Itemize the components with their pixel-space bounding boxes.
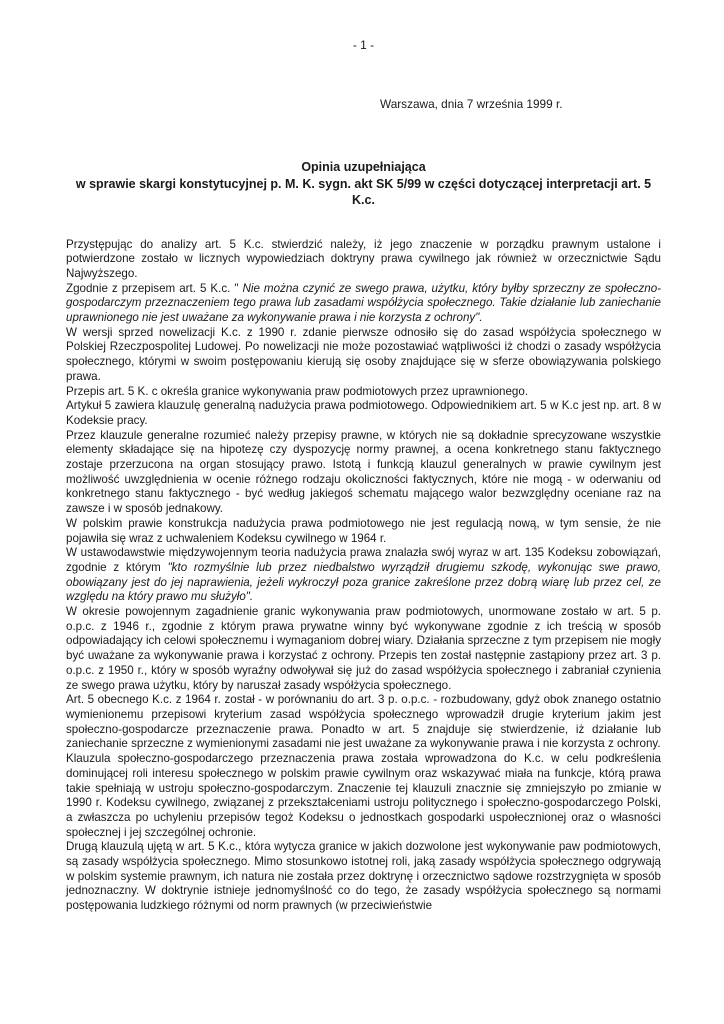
body-run: Przystępując do analizy art. 5 K.c. stwierdzić należy, iż jego znaczenie w porządku prawnym ustalone i potwierdzone zostało w licznych wypowiedziach doktryny prawa cywilnego jak również w orzecznictwie Sądu Najwyższego. bbox=[66, 237, 661, 280]
body-run: Artykuł 5 zawiera klauzulę generalną nadużycia prawa podmiotowego. Odpowiednikiem art. 5 w K.c jest np. art. 8 w Kodeksie pracy. bbox=[66, 399, 661, 427]
paragraph bbox=[66, 282, 661, 326]
paragraph bbox=[66, 752, 661, 840]
document-title bbox=[66, 159, 661, 209]
body-run: W wersji sprzed nowelizacji K.c. z 1990 r. zdanie pierwsze odnosiło się do zasad współżycia społecznego w Polskiej Rzeczpospolitej Ludowej. Po nowelizacji nie może pozostawiać wątpliwości iż chodzi o zasady współżycia społecznego, którymi w swoim postępowaniu kierują się osoby znajdujące się w sferze obowiązywania polskiego prawa. bbox=[66, 325, 661, 383]
dateline: Warszawa, dnia 7 września 1999 r. bbox=[380, 97, 563, 111]
body-run: W okresie powojennym zagadnienie granic wykonywania praw podmiotowych, unormowane zostało w art. 5 p. o.p.c. z 1946 r., zgodnie z którym prawa prywatne winny być wykonywane zgodnie z ich treścią w sposób odpowiadający ich celowi społecznemu i wymaganiom dobrej wiary. Działania sprzeczne z tym przepisem nie mogły być uważane za wykonywanie prawa i korzystać z ochrony. Przepis ten został następnie zastąpiony przez art. 3 p. o.p.c. z 1950 r., który w sposób wyraźny odwoływał się już do zasad współżycia społecznego i zabraniał czynienia ze swego prawa użytku, który by naruszał zasady współżycia społecznego. bbox=[66, 605, 661, 692]
paragraph bbox=[66, 840, 661, 914]
title-line-1: Opinia uzupełniająca bbox=[301, 160, 426, 174]
body-run: Przez klauzule generalne rozumieć należy przepisy prawne, w których nie są dokładnie sprecyzowane wszystkie elementy składające się na hipotezę czy dyspozycję normy prawnej, a ocena konkretnego stanu faktycznego zostaje przerzucona na organ stosujący prawo. Istotą i funkcją klauzul generalnych w prawie cywilnym jest możliwość uwzględnienia w ocenie różnego rodzaju okoliczności faktycznych, które nie mogą - w oderwaniu od konkretnego stanu faktycznego - być według jakiegoś schematu mającego walor bezwzględny oceniane raz na zawsze i w sposób jednakowy. bbox=[66, 428, 661, 516]
body-run: Zgodnie z przepisem art. 5 K.c. " bbox=[66, 281, 243, 295]
paragraph bbox=[66, 326, 661, 385]
body-run: Klauzula społeczno-gospodarczego przeznaczenia prawa została wprowadzona do K.c. w celu podkreślenia dominującej roli interesu społecznego w polskim prawie cywilnym oraz wskazywać miała na funkcje, którą prawa takie spełniają w ustroju społeczno-gospodarczym. Znaczenie tej klauzuli znacznie się zmniejszyło po zmianie w 1990 r. Kodeksu cywilnego, związanej z przekształceniami ustroju politycznego i społeczno-gospodarczego Polski, a zwłaszcza po uchyleniu przepisów tegoż Kodeksu o jednostkach gospodarki uspołecznionej oraz o własności społecznej i jej szczególnej ochronie. bbox=[66, 752, 661, 839]
paragraph bbox=[66, 238, 661, 282]
paragraph bbox=[66, 429, 661, 517]
paragraph bbox=[66, 605, 661, 693]
title-line-2: w sprawie skargi konstytucyjnej p. M. K. sygn. akt SK 5/99 w części dotyczącej interpretacji art. 5 K.c. bbox=[75, 176, 652, 207]
quoted-text: Nie można czynić ze swego prawa, użytku, który byłby sprzeczny ze społeczno-gospodarczym przeznaczeniem tego prawa lub zasadami współżycia społecznego. Takie działanie lub zaniechanie uprawnionego nie jest uważane za wykonywanie prawa i nie korzysta z ochrony". bbox=[66, 281, 662, 325]
paragraph bbox=[66, 693, 661, 752]
quoted-text: "kto rozmyślnie lub przez niedbalstwo wyrządził drugiemu szkodę, wykonując swe prawo, obowiązany jest do jej naprawienia, jeżeli wykroczył poza granice zakreślone przez dobrą wiarę lub przez cel, ze względu na który prawo mu służyło". bbox=[66, 560, 661, 604]
body-run: W polskim prawie konstrukcja nadużycia prawa podmiotowego nie jest regulacją nową, w tym sensie, że nie pojawiła się wraz z uchwaleniem Kodeksu cywilnego w 1964 r. bbox=[66, 516, 661, 545]
paragraph bbox=[66, 546, 661, 605]
body-run: W ustawodawstwie międzywojennym teoria nadużycia prawa znalazła swój wyraz w art. 135 Kodeksu zobowiązań, zgodnie z którym bbox=[66, 546, 661, 574]
paragraph bbox=[66, 385, 661, 400]
page-number: - 1 - bbox=[352, 38, 375, 52]
body-run: Drugą klauzulą ujętą w art. 5 K.c., która wytycza granice w jakich dozwolone jest wykonywanie paw podmiotowych, są zasady współżycia społecznego. Mimo stosunkowo istotnej roli, jaką zasady współżycia społecznego odgrywają w polskim systemie prawnym, ich natura nie została przez doktrynę i orzecznictwo sądowe rozstrzygnięta w sposób jednoznaczny. W doktrynie istnieje jednomyślność co do tego, że zasady współżycia społecznego są normami postępowania ludzkiego różnymi od norm prawnych (w przeciwieństwie bbox=[66, 840, 661, 913]
body-run: Art. 5 obecnego K.c. z 1964 r. został - w porównaniu do art. 3 p. o.p.c. - rozbudowany, gdyż obok znanego ostatnio wymienionemu przepisowi kryterium zasad współżycia społecznego wprowadził drugie kryterium jakim jest społeczno-gospodarcze przeznaczenie prawa. Ponadto w art. 5 znajduje się stwierdzenie, iż działanie lub zaniechanie sprzeczne z wymienionymi zasadami nie jest uważane za wykonywanie prawa i nie korzysta z ochrony. bbox=[66, 693, 661, 751]
body-text bbox=[66, 238, 661, 914]
paragraph bbox=[66, 399, 661, 428]
body-run: Przepis art. 5 K. c określa granice wykonywania praw podmiotowych przez uprawnionego. bbox=[66, 384, 529, 398]
paragraph bbox=[66, 517, 661, 546]
